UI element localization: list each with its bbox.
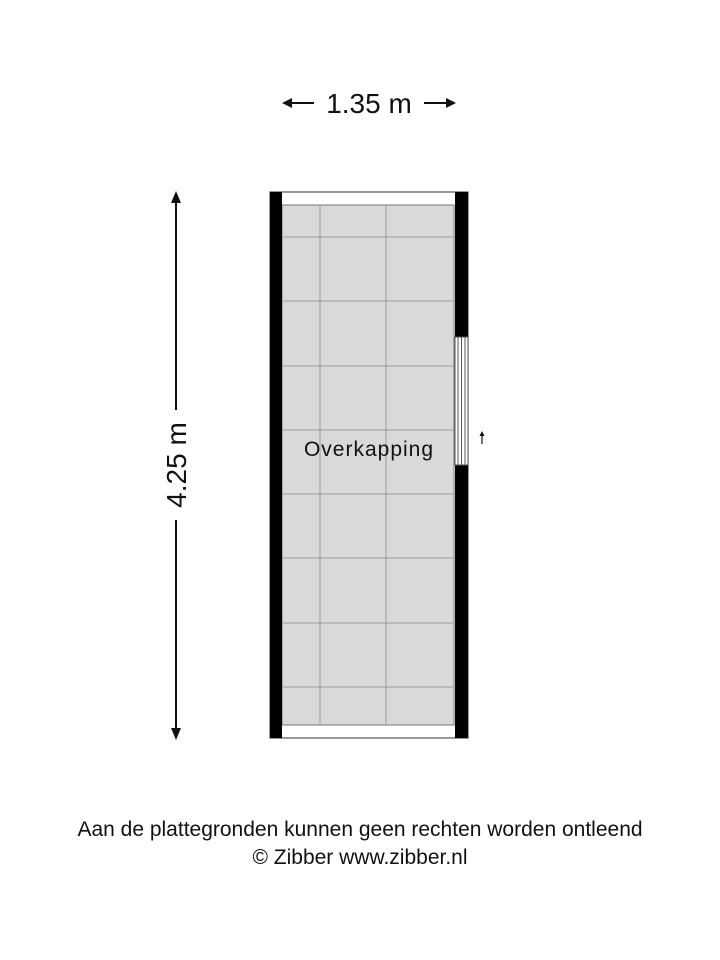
room-overkapping <box>270 192 485 738</box>
room-label: Overkapping <box>303 438 435 461</box>
wall-right-upper <box>455 192 468 337</box>
copyright-text: © Zibber www.zibber.nl <box>252 846 468 869</box>
width-dimension <box>282 88 456 119</box>
height-arrow-top-head <box>171 191 181 203</box>
height-arrow-bottom-head <box>171 728 181 740</box>
sliding-door <box>455 337 468 465</box>
disclaimer-text: Aan de plattegronden kunnen geen rechten worden ontleend <box>77 818 643 841</box>
wall-left <box>270 192 282 738</box>
width-dimension-label: 1.35 m <box>326 88 412 119</box>
slide-direction-icon <box>480 431 485 444</box>
width-arrow-right-head <box>446 98 456 108</box>
floor-area <box>282 205 454 725</box>
height-dimension <box>161 191 192 740</box>
width-arrow-left-head <box>282 98 292 108</box>
height-dimension-label: 4.25 m <box>161 422 192 508</box>
wall-right-lower <box>455 465 468 738</box>
